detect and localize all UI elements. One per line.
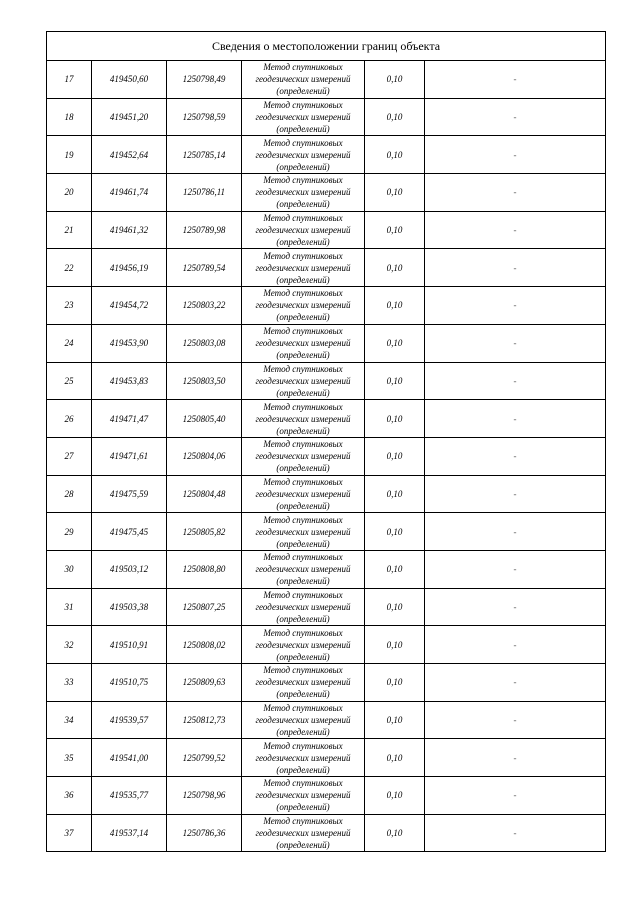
boundary-coordinates-table (46, 31, 606, 852)
accuracy-value: 0,10 (365, 626, 425, 664)
method-line-2: геодезических измерений (255, 752, 351, 763)
coordinate-x: 419453,90 (92, 324, 167, 362)
method-line-2: геодезических измерений (255, 451, 351, 462)
method-line-2: геодезических измерений (255, 300, 351, 311)
method-line-1: Метод спутниковых (263, 363, 343, 374)
coordinate-x: 419461,74 (92, 174, 167, 212)
point-description: - (425, 61, 606, 99)
coordinate-x: 419535,77 (92, 777, 167, 815)
coordinate-x: 419510,75 (92, 664, 167, 702)
table-row (47, 626, 606, 664)
coordinate-x: 419503,12 (92, 550, 167, 588)
coordinate-y: 1250804,48 (167, 475, 242, 513)
point-number: 32 (47, 626, 92, 664)
table-row (47, 174, 606, 212)
accuracy-value: 0,10 (365, 174, 425, 212)
coordinate-y: 1250804,06 (167, 437, 242, 475)
point-description: - (425, 814, 606, 852)
table-row (47, 362, 606, 400)
determination-method (242, 174, 365, 212)
method-line-2: геодезических измерений (255, 112, 351, 123)
point-description: - (425, 324, 606, 362)
method-line-2: геодезических измерений (255, 526, 351, 537)
coordinate-y: 1250799,52 (167, 739, 242, 777)
point-number: 23 (47, 287, 92, 325)
method-line-2: геодезических измерений (255, 413, 351, 424)
table-title: Сведения о местоположении границ объекта (47, 32, 606, 61)
table-row (47, 400, 606, 438)
accuracy-value: 0,10 (365, 588, 425, 626)
determination-method (242, 664, 365, 702)
coordinate-y: 1250803,22 (167, 287, 242, 325)
coordinate-x: 419475,45 (92, 513, 167, 551)
method-line-2: геодезических измерений (255, 790, 351, 801)
coordinate-y: 1250786,11 (167, 174, 242, 212)
point-description: - (425, 626, 606, 664)
method-line-2: геодезических измерений (255, 187, 351, 198)
determination-method (242, 324, 365, 362)
method-line-3: (определений) (276, 350, 330, 361)
accuracy-value: 0,10 (365, 475, 425, 513)
method-line-3: (определений) (276, 274, 330, 285)
table-row (47, 701, 606, 739)
determination-method (242, 61, 365, 99)
determination-method (242, 475, 365, 513)
method-line-1: Метод спутниковых (263, 401, 343, 412)
method-line-2: геодезических измерений (255, 74, 351, 85)
table-row (47, 777, 606, 815)
determination-method (242, 513, 365, 551)
coordinate-y: 1250812,73 (167, 701, 242, 739)
table-row (47, 739, 606, 777)
method-line-2: геодезических измерений (255, 375, 351, 386)
coordinate-y: 1250786,36 (167, 814, 242, 852)
method-line-2: геодезических измерений (255, 715, 351, 726)
point-description: - (425, 550, 606, 588)
accuracy-value: 0,10 (365, 664, 425, 702)
method-line-1: Метод спутниковых (263, 778, 343, 789)
method-line-1: Метод спутниковых (263, 476, 343, 487)
coordinate-y: 1250798,59 (167, 98, 242, 136)
method-line-3: (определений) (276, 161, 330, 172)
coordinate-x: 419475,59 (92, 475, 167, 513)
table-row (47, 249, 606, 287)
point-description: - (425, 362, 606, 400)
point-description: - (425, 777, 606, 815)
accuracy-value: 0,10 (365, 362, 425, 400)
point-number: 18 (47, 98, 92, 136)
coordinate-x: 419461,32 (92, 211, 167, 249)
point-number: 20 (47, 174, 92, 212)
point-number: 35 (47, 739, 92, 777)
method-line-2: геодезических измерений (255, 828, 351, 839)
point-number: 24 (47, 324, 92, 362)
point-number: 31 (47, 588, 92, 626)
accuracy-value: 0,10 (365, 61, 425, 99)
boundary-coordinates-sheet (46, 31, 605, 852)
coordinate-x: 419539,57 (92, 701, 167, 739)
point-description: - (425, 136, 606, 174)
determination-method (242, 777, 365, 815)
accuracy-value: 0,10 (365, 211, 425, 249)
method-line-2: геодезических измерений (255, 262, 351, 273)
method-line-2: геодезических измерений (255, 601, 351, 612)
coordinate-y: 1250789,98 (167, 211, 242, 249)
table-row (47, 136, 606, 174)
method-line-1: Метод спутниковых (263, 100, 343, 111)
method-line-3: (определений) (276, 689, 330, 700)
accuracy-value: 0,10 (365, 739, 425, 777)
coordinate-x: 419454,72 (92, 287, 167, 325)
method-line-2: геодезических измерений (255, 677, 351, 688)
method-line-3: (определений) (276, 727, 330, 738)
method-line-3: (определений) (276, 538, 330, 549)
point-number: 29 (47, 513, 92, 551)
method-line-1: Метод спутниковых (263, 213, 343, 224)
coordinate-y: 1250803,50 (167, 362, 242, 400)
coordinate-x: 419453,83 (92, 362, 167, 400)
method-line-1: Метод спутниковых (263, 627, 343, 638)
point-number: 26 (47, 400, 92, 438)
method-line-3: (определений) (276, 237, 330, 248)
method-line-3: (определений) (276, 463, 330, 474)
coordinate-x: 419451,20 (92, 98, 167, 136)
coordinate-x: 419450,60 (92, 61, 167, 99)
coordinate-x: 419510,91 (92, 626, 167, 664)
table-row (47, 324, 606, 362)
accuracy-value: 0,10 (365, 324, 425, 362)
point-number: 19 (47, 136, 92, 174)
method-line-3: (определений) (276, 576, 330, 587)
point-description: - (425, 287, 606, 325)
accuracy-value: 0,10 (365, 136, 425, 174)
table-row (47, 513, 606, 551)
method-line-2: геодезических измерений (255, 564, 351, 575)
determination-method (242, 588, 365, 626)
method-line-1: Метод спутниковых (263, 439, 343, 450)
determination-method (242, 437, 365, 475)
point-number: 36 (47, 777, 92, 815)
method-line-3: (определений) (276, 387, 330, 398)
method-line-1: Метод спутниковых (263, 816, 343, 827)
coordinate-x: 419456,19 (92, 249, 167, 287)
table-row (47, 287, 606, 325)
method-line-3: (определений) (276, 500, 330, 511)
method-line-3: (определений) (276, 802, 330, 813)
method-line-2: геодезических измерений (255, 338, 351, 349)
method-line-3: (определений) (276, 764, 330, 775)
method-line-3: (определений) (276, 613, 330, 624)
method-line-1: Метод спутниковых (263, 288, 343, 299)
determination-method (242, 739, 365, 777)
method-line-2: геодезических измерений (255, 488, 351, 499)
method-line-1: Метод спутниковых (263, 589, 343, 600)
point-description: - (425, 588, 606, 626)
accuracy-value: 0,10 (365, 437, 425, 475)
method-line-2: геодезических измерений (255, 149, 351, 160)
accuracy-value: 0,10 (365, 287, 425, 325)
method-line-3: (определений) (276, 312, 330, 323)
point-number: 37 (47, 814, 92, 852)
coordinate-y: 1250805,82 (167, 513, 242, 551)
method-line-1: Метод спутниковых (263, 250, 343, 261)
method-line-1: Метод спутниковых (263, 514, 343, 525)
point-description: - (425, 664, 606, 702)
method-line-3: (определений) (276, 425, 330, 436)
determination-method (242, 136, 365, 174)
determination-method (242, 814, 365, 852)
coordinate-y: 1250808,80 (167, 550, 242, 588)
coordinate-y: 1250789,54 (167, 249, 242, 287)
method-line-2: геодезических измерений (255, 225, 351, 236)
method-line-1: Метод спутниковых (263, 703, 343, 714)
accuracy-value: 0,10 (365, 777, 425, 815)
point-number: 21 (47, 211, 92, 249)
coordinate-x: 419471,47 (92, 400, 167, 438)
method-line-3: (определений) (276, 651, 330, 662)
method-line-3: (определений) (276, 199, 330, 210)
determination-method (242, 98, 365, 136)
coordinate-y: 1250798,96 (167, 777, 242, 815)
determination-method (242, 626, 365, 664)
coordinate-x: 419452,64 (92, 136, 167, 174)
accuracy-value: 0,10 (365, 814, 425, 852)
method-line-1: Метод спутниковых (263, 137, 343, 148)
method-line-3: (определений) (276, 124, 330, 135)
table-row (47, 588, 606, 626)
accuracy-value: 0,10 (365, 513, 425, 551)
table-row (47, 437, 606, 475)
method-line-1: Метод спутниковых (263, 175, 343, 186)
point-description: - (425, 174, 606, 212)
method-line-3: (определений) (276, 86, 330, 97)
determination-method (242, 362, 365, 400)
method-line-1: Метод спутниковых (263, 552, 343, 563)
determination-method (242, 400, 365, 438)
coordinate-y: 1250805,40 (167, 400, 242, 438)
table-row (47, 61, 606, 99)
table-row (47, 550, 606, 588)
determination-method (242, 287, 365, 325)
coordinate-x: 419503,38 (92, 588, 167, 626)
method-line-1: Метод спутниковых (263, 665, 343, 676)
coordinate-x: 419537,14 (92, 814, 167, 852)
accuracy-value: 0,10 (365, 701, 425, 739)
point-description: - (425, 701, 606, 739)
table-row (47, 814, 606, 852)
point-number: 27 (47, 437, 92, 475)
point-description: - (425, 98, 606, 136)
determination-method (242, 249, 365, 287)
table-row (47, 475, 606, 513)
coordinate-y: 1250807,25 (167, 588, 242, 626)
point-description: - (425, 437, 606, 475)
determination-method (242, 211, 365, 249)
point-number: 28 (47, 475, 92, 513)
accuracy-value: 0,10 (365, 400, 425, 438)
coordinate-y: 1250808,02 (167, 626, 242, 664)
point-number: 33 (47, 664, 92, 702)
point-number: 17 (47, 61, 92, 99)
method-line-2: геодезических измерений (255, 639, 351, 650)
method-line-3: (определений) (276, 840, 330, 851)
point-description: - (425, 211, 606, 249)
point-description: - (425, 475, 606, 513)
coordinate-y: 1250785,14 (167, 136, 242, 174)
table-row (47, 211, 606, 249)
coordinate-y: 1250809,63 (167, 664, 242, 702)
accuracy-value: 0,10 (365, 249, 425, 287)
accuracy-value: 0,10 (365, 98, 425, 136)
point-number: 30 (47, 550, 92, 588)
table-row (47, 664, 606, 702)
determination-method (242, 550, 365, 588)
method-line-1: Метод спутниковых (263, 326, 343, 337)
coordinate-x: 419541,00 (92, 739, 167, 777)
coordinate-x: 419471,61 (92, 437, 167, 475)
point-description: - (425, 739, 606, 777)
point-number: 25 (47, 362, 92, 400)
table-body (47, 61, 606, 852)
table-row (47, 98, 606, 136)
point-description: - (425, 400, 606, 438)
point-description: - (425, 249, 606, 287)
method-line-1: Метод спутниковых (263, 740, 343, 751)
coordinate-y: 1250798,49 (167, 61, 242, 99)
method-line-1: Метод спутниковых (263, 62, 343, 73)
accuracy-value: 0,10 (365, 550, 425, 588)
point-description: - (425, 513, 606, 551)
point-number: 34 (47, 701, 92, 739)
determination-method (242, 701, 365, 739)
coordinate-y: 1250803,08 (167, 324, 242, 362)
point-number: 22 (47, 249, 92, 287)
